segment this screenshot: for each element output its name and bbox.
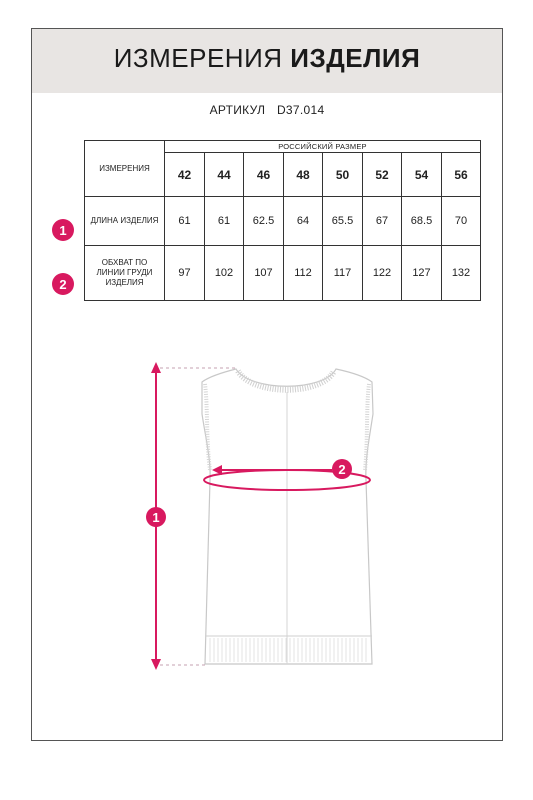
size-header: 48 xyxy=(284,153,323,197)
table-cell: 62.5 xyxy=(244,197,284,246)
table-cell: 107 xyxy=(244,246,284,301)
table-cell: 68.5 xyxy=(402,197,442,246)
table-cell: 132 xyxy=(442,246,481,301)
title-bold: ИЗДЕЛИЯ xyxy=(290,43,421,73)
size-header: 46 xyxy=(244,153,284,197)
table-cell: 122 xyxy=(363,246,402,301)
chest-marker-label: 2 xyxy=(338,462,346,477)
row-label: ОБХВАТ ПО ЛИНИИ ГРУДИ ИЗДЕЛИЯ xyxy=(85,246,165,301)
row-marker-2: 2 xyxy=(52,273,74,295)
size-group-header: РОССИЙСКИЙ РАЗМЕР xyxy=(165,141,481,153)
table-cell: 65.5 xyxy=(323,197,363,246)
table-cell: 67 xyxy=(363,197,402,246)
size-header: 56 xyxy=(442,153,481,197)
size-header: 42 xyxy=(165,153,205,197)
table-cell: 102 xyxy=(205,246,244,301)
size-header: 52 xyxy=(363,153,402,197)
size-header: 44 xyxy=(205,153,244,197)
title-light: ИЗМЕРЕНИЯ xyxy=(113,43,283,73)
article-code: D37.014 xyxy=(276,103,325,117)
table-cell: 61 xyxy=(165,197,205,246)
size-header: 50 xyxy=(323,153,363,197)
table-cell: 127 xyxy=(402,246,442,301)
article-label: АРТИКУЛ xyxy=(209,103,266,117)
table-corner-label: ИЗМЕРЕНИЯ xyxy=(85,141,165,197)
row-marker-1: 1 xyxy=(52,219,74,241)
table-cell: 61 xyxy=(205,197,244,246)
table-cell: 64 xyxy=(284,197,323,246)
table-cell: 70 xyxy=(442,197,481,246)
table-cell: 97 xyxy=(165,246,205,301)
length-marker-label: 1 xyxy=(152,510,160,525)
table-cell: 117 xyxy=(323,246,363,301)
row-label: ДЛИНА ИЗДЕЛИЯ xyxy=(85,197,165,246)
size-header: 54 xyxy=(402,153,442,197)
table-cell: 112 xyxy=(284,246,323,301)
